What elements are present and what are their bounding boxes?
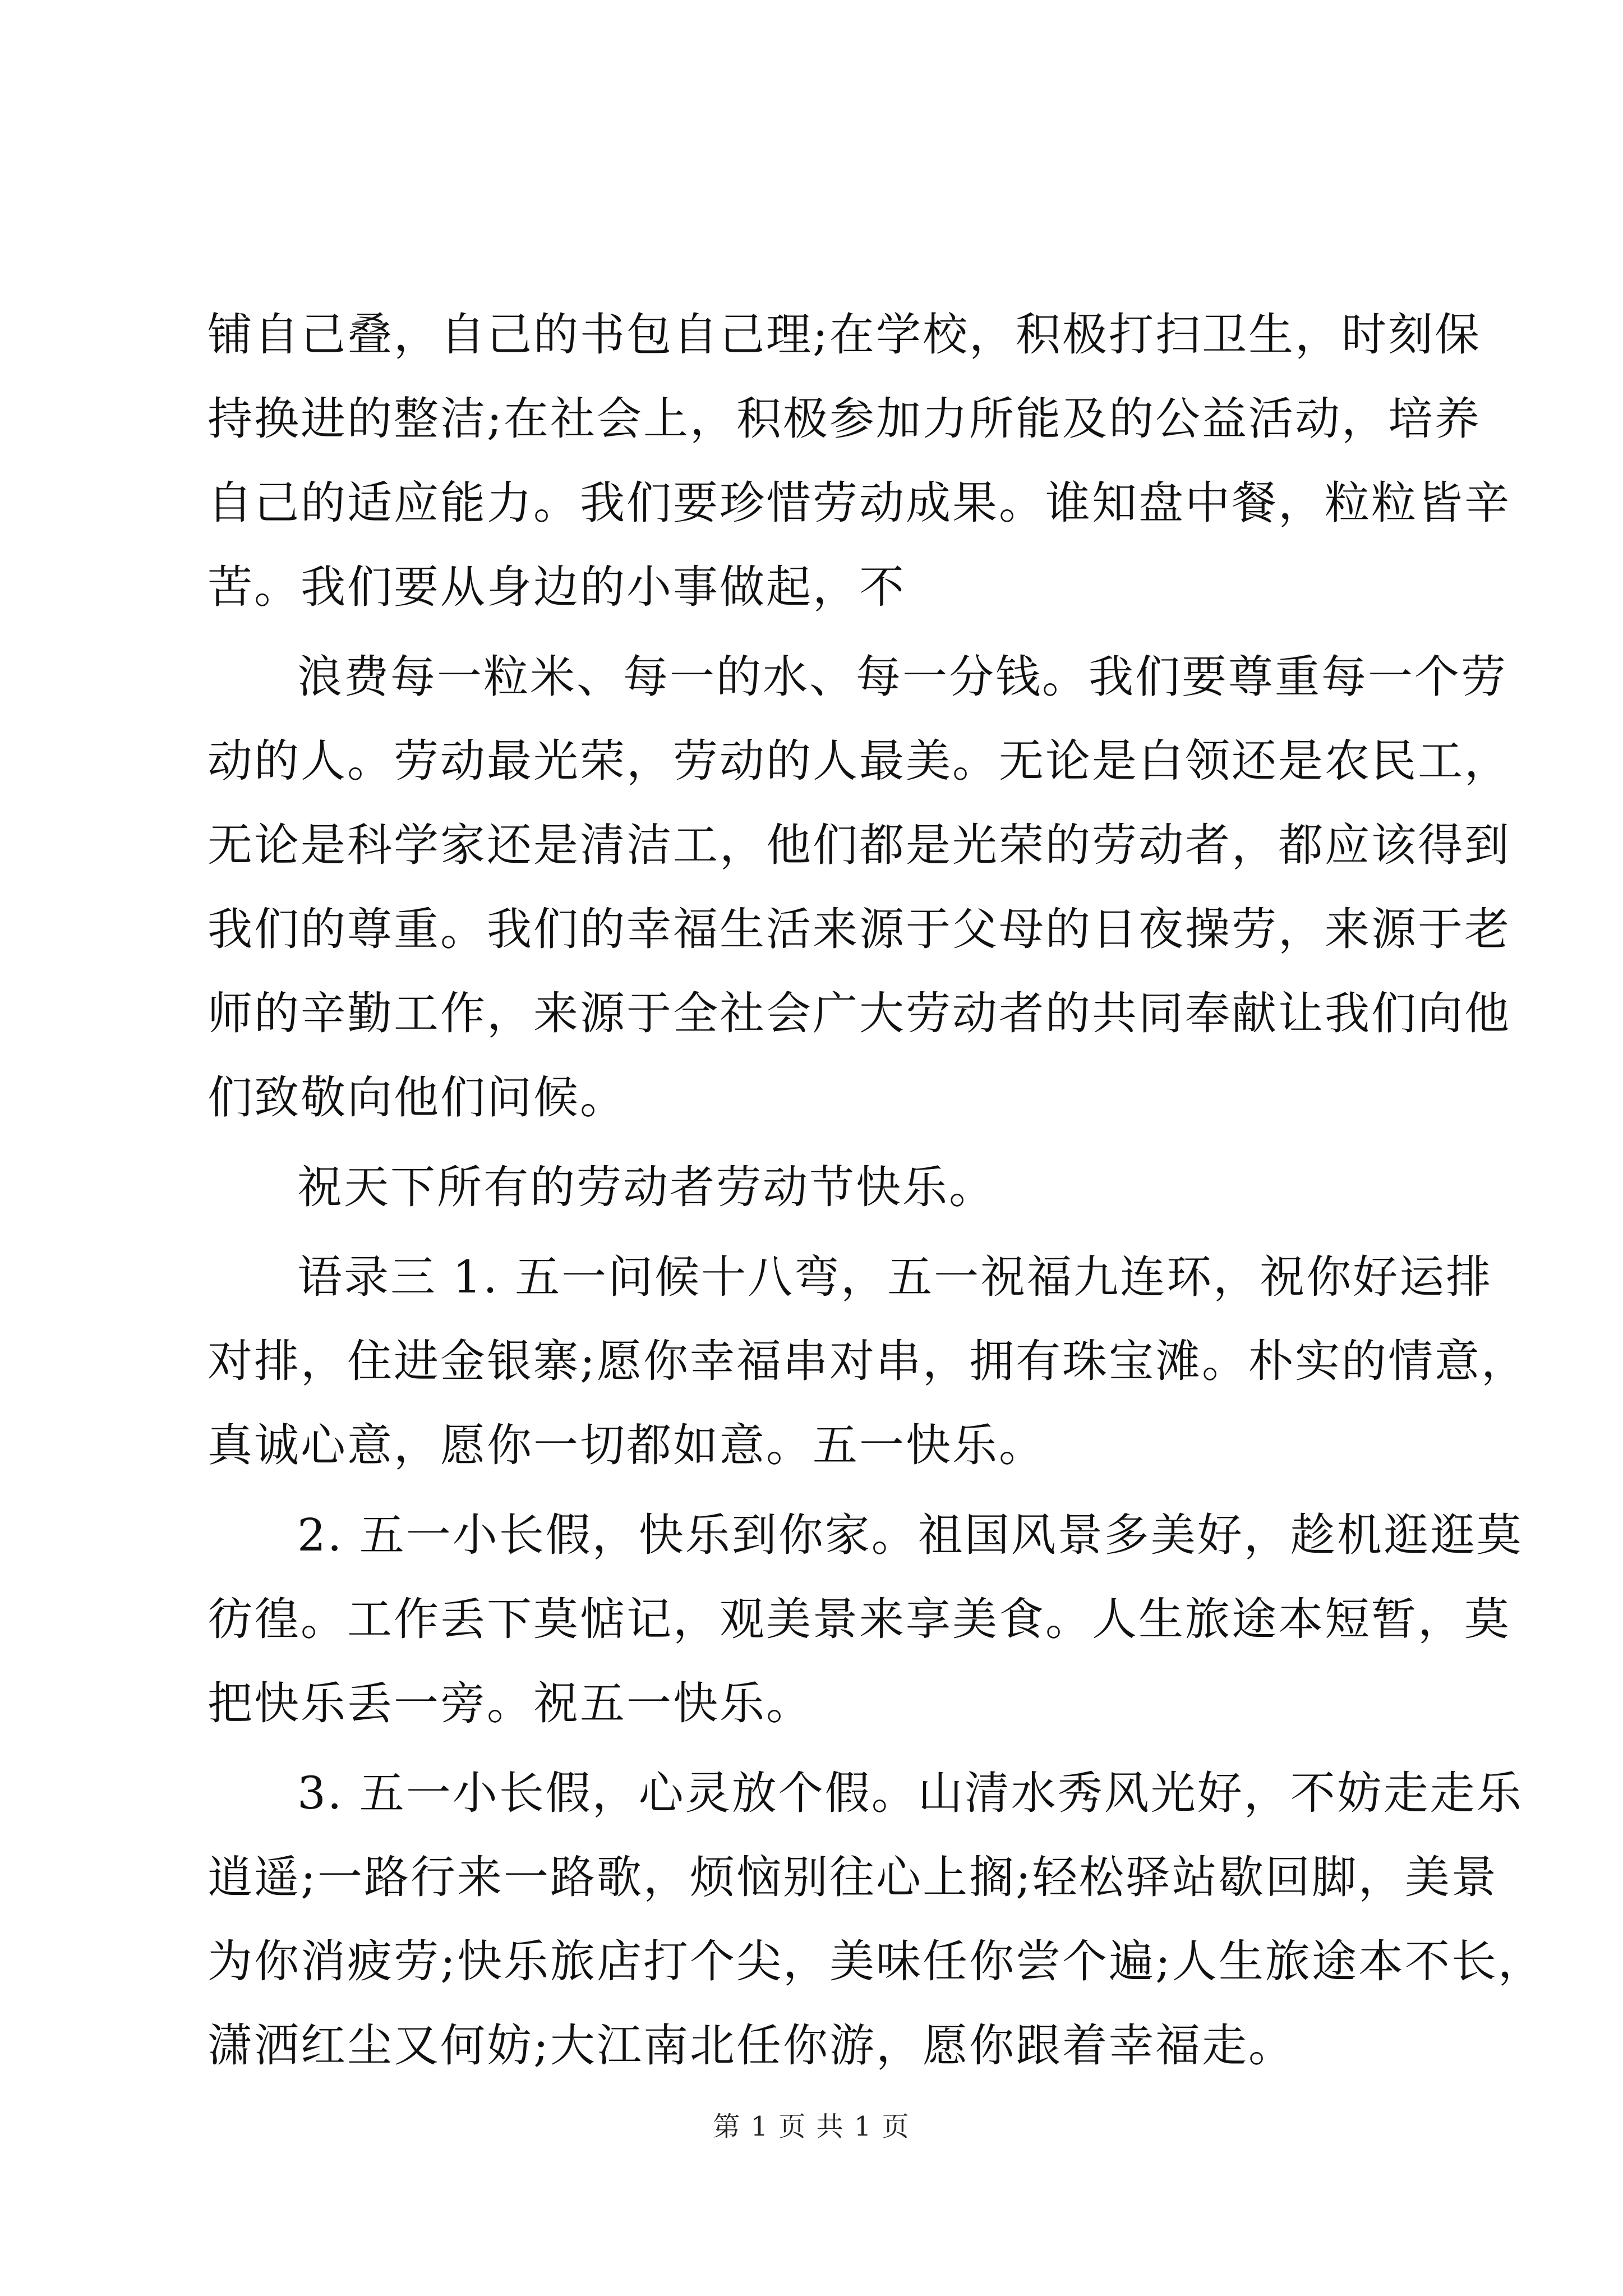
text-line: 无论是科学家还是清洁工，他们都是光荣的劳动者，都应该得到 — [208, 819, 1511, 871]
text-line: 持换进的整洁;在社会上，积极参加力所能及的公益活动，培养 — [208, 393, 1481, 445]
text-line: 逍遥;一路行来一路歌，烦恼别往心上搁;轻松驿站歇回脚，美景 — [208, 1851, 1498, 1903]
text-line: 语录三 1. 五一问候十八弯，五一祝福九连环，祝你好运排 — [297, 1251, 1493, 1303]
text-line: 3. 五一小长假，心灵放个假。山清水秀风光好，不妨走走乐 — [297, 1767, 1523, 1819]
page-number-footer: 第 1 页 共 1 页 — [713, 2111, 910, 2142]
paragraph-5 — [208, 1493, 1523, 1746]
text-line: 们致敬向他们问候。 — [208, 1071, 626, 1124]
paragraph-3 — [208, 1145, 1419, 1230]
paragraph-4 — [208, 1235, 1528, 1488]
text-line: 对排，住进金银寨;愿你幸福串对串，拥有珠宝滩。朴实的情意， — [208, 1335, 1528, 1387]
text-line: 苦。我们要从身边的小事做起，不 — [208, 561, 906, 613]
text-line: 祝天下所有的劳动者劳动节快乐。 — [297, 1161, 995, 1213]
text-line: 自己的适应能力。我们要珍惜劳动成果。谁知盘中餐，粒粒皆辛 — [208, 477, 1511, 529]
text-line: 潇洒红尘又何妨;大江南北任你游，愿你跟着幸福走。 — [208, 2019, 1295, 2072]
text-line: 浪费每一粒米、每一的水、每一分钱。我们要尊重每一个劳 — [297, 651, 1507, 703]
document-body — [208, 293, 1544, 2093]
text-line: 为你消疲劳;快乐旅店打个尖，美味任你尝个遍;人生旅途本不长， — [208, 1935, 1544, 1987]
text-line: 动的人。劳动最光荣，劳动的人最美。无论是白领还是农民工， — [208, 735, 1511, 787]
text-line: 把快乐丢一旁。祝五一快乐。 — [208, 1677, 813, 1729]
text-line: 2. 五一小长假，快乐到你家。祖国风景多美好，趁机逛逛莫 — [297, 1509, 1523, 1561]
paragraph-6 — [208, 1751, 1544, 2088]
paragraph-2 — [208, 635, 1511, 1140]
paragraph-1 — [208, 293, 1511, 629]
text-line: 真诚心意，愿你一切都如意。五一快乐。 — [208, 1419, 1045, 1471]
text-line: 我们的尊重。我们的幸福生活来源于父母的日夜操劳，来源于老 — [208, 903, 1511, 955]
text-line: 彷徨。工作丢下莫惦记，观美景来享美食。人生旅途本短暂，莫 — [208, 1593, 1511, 1645]
text-line: 铺自己叠，自己的书包自己理;在学校，积极打扫卫生，时刻保 — [208, 309, 1481, 361]
text-line: 师的辛勤工作，来源于全社会广大劳动者的共同奉献让我们向他 — [208, 987, 1511, 1039]
